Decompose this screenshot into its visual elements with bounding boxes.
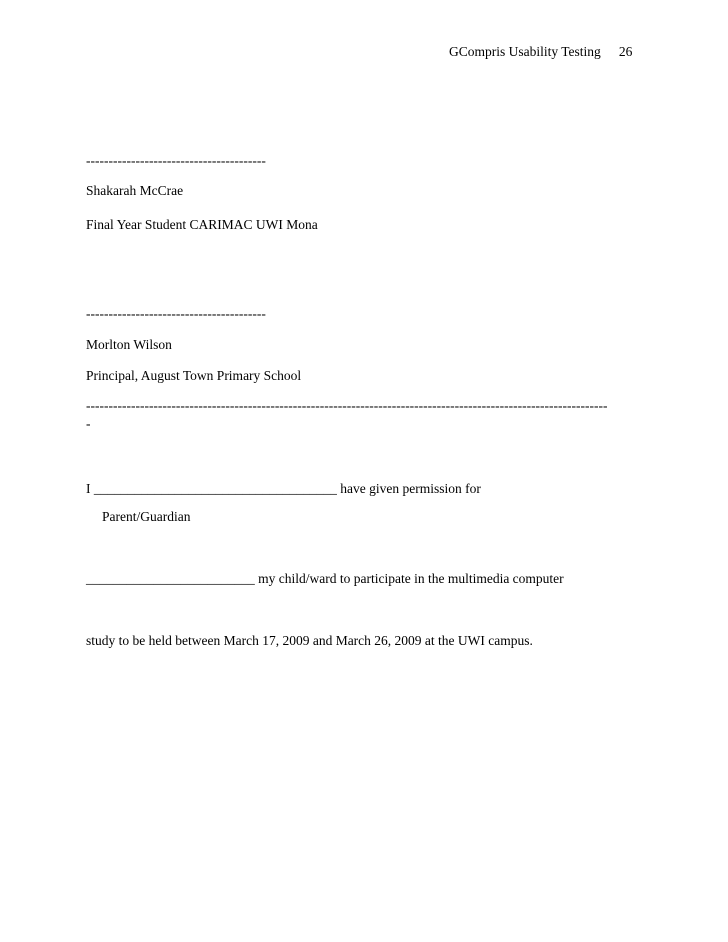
- signatory-name-2: Morlton Wilson: [86, 337, 172, 352]
- permission-line-2: _________________________ my child/ward to participate in the multimedia computer: [86, 571, 564, 586]
- signature-line-1: ----------------------------------------: [86, 153, 266, 168]
- signatory-name-1: Shakarah McCrae: [86, 183, 184, 198]
- permission-line-3: study to be held between March 17, 2009 and March 26, 2009 at the UWI campus.: [86, 633, 533, 648]
- permission-line-1: I ____________________________________ have given permission for: [86, 481, 481, 496]
- running-title: GCompris Usability Testing: [449, 44, 601, 59]
- signatory-title-1: Final Year Student CARIMAC UWI Mona: [86, 217, 318, 232]
- separator-line: --------------------------------------------------------------------------------------------------------------------: [86, 398, 608, 413]
- page-number: 26: [618, 44, 633, 59]
- parent-guardian-label: Parent/Guardian: [102, 509, 191, 524]
- separator-line-tail: -: [86, 416, 91, 431]
- signatory-title-2: Principal, August Town Primary School: [86, 368, 302, 383]
- signature-line-2: ----------------------------------------: [86, 306, 266, 321]
- running-head: [449, 44, 632, 60]
